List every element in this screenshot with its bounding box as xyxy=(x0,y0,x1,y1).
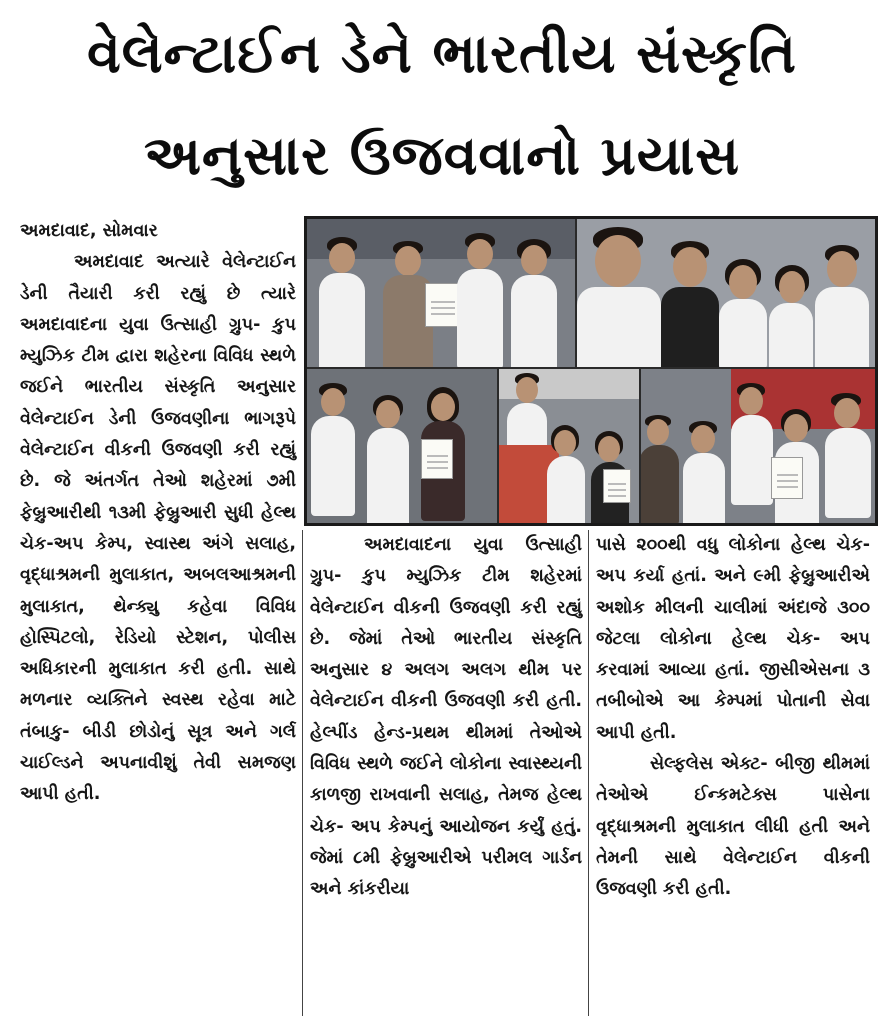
photo-collage xyxy=(304,216,878,526)
photo-tile xyxy=(577,219,877,367)
photo-tile xyxy=(307,219,575,367)
column-divider xyxy=(588,530,589,1016)
article-column-2 xyxy=(310,530,582,906)
column-2-text: અમદાવાદના યુવા ઉત્સાહી ગ્રુપ- કુપ મ્યુઝિક ટીમ શહેરમાં વેલેન્ટાઈન વીકની ઉજવણી કરી રહ્યું છે. જેમાં તેઓ ભારતીય સંસ્કૃતિ અનુસાર ૪ અલગ અલગ થીમ પર વેલેન્ટાઈન વીકની ઉજવણી કરી હતી. હેલ્પીંડ હેન્ડ-પ્રથમ થીમમાં તેઓએ વિવિધ સ્થળે જઈને લોકોના સ્વાસ્થ્યની કાળજી રાખવાની સલાહ, તેમજ હેલ્થ ચેક- અપ કેમ્પનું આયોજન કર્યું હતું. જેમાં ૮મી ફેબ્રુઆરીએ પરીમલ ગાર્ડન અને કાંકરીયા xyxy=(310,535,582,900)
column-3-text-a: પાસે ૨૦૦થી વધુ લોકોના હેલ્થ ચેક- અપ કર્યા હતાં. અને ૯મી ફેબ્રુઆરીએ અશોક મીલની ચાલીમાં અંદાજે ૩૦૦ જેટલા લોકોના હેલ્થ ચેક- અપ કરવામાં આવ્યા હતાં. જીસીએસના ૩ તબીબોએ આ કેમ્પમાં પોતાની સેવા આપી હતી. xyxy=(596,535,870,743)
dateline: અમદાવાદ, સોમવાર xyxy=(20,221,158,241)
column-3-text-b: સેલ્ફલેસ એક્ટ- બીજી થીમમાં તેઓએ ઈન્કમટેક્સ પાસેના વૃદ્ધાશ્રમની મુલાકાત લીધી હતી અને તેમની સાથે વેલેન્ટાઈન વીકની ઉજવણી કરી હતી. xyxy=(596,754,870,900)
article-column-3 xyxy=(596,530,870,906)
column-divider xyxy=(302,530,303,1016)
photo-tile xyxy=(499,369,639,525)
article-column-1 xyxy=(20,216,296,811)
photo-tile xyxy=(307,369,497,525)
column-1-text: અમદાવાદ અત્યારે વેલેન્ટાઈન ડેની તૈયારી કરી રહ્યું છે ત્યારે અમદાવાદના યુવા ઉત્સાહી ગ્રુપ- કુપ મ્યુઝિક ટીમ દ્વારા શહેરના વિવિધ સ્થળે જઈને ભારતીય સંસ્કૃતિ અનુસાર વેલેન્ટાઈન ડેની ઉજવણીના ભાગરૂપે વેલેન્ટાઈન વીકની ઉજવણી કરી રહ્યું છે. જે અંતર્ગત તેઓ શહેરમાં ૭મી ફેબ્રુઆરીથી ૧૩મી ફેબ્રુઆરી સુધી હેલ્થ ચેક-અપ કેમ્પ, સ્વાસ્થ અંગે સલાહ, વૃદ્ધાશ્રમની મુલાકાત, અબલઆશ્રમની મુલાકાત, થેન્ક્યુ કહેવા વિવિધ હોસ્પિટલો, રેડિયો સ્ટેશન, પોલીસ અધિકારની મુલાકાત કરી હતી. સાથે મળનાર વ્યક્તિને સ્વસ્થ રહેવા માટે તંબાકુ- બીડી છોડોનું સૂત્ર અને ગર્લ ચાઈલ્ડને અપનાવીશું તેવી સમજણ આપી હતી. xyxy=(20,252,296,805)
headline-line-1: વેલેન્ટાઈન ડેને ભારતીય સંસ્કૃતિ xyxy=(87,22,797,85)
headline-line-2: અનુસાર ઉજવવાનો પ્રયાસ xyxy=(143,124,741,187)
photo-tile xyxy=(641,369,877,525)
